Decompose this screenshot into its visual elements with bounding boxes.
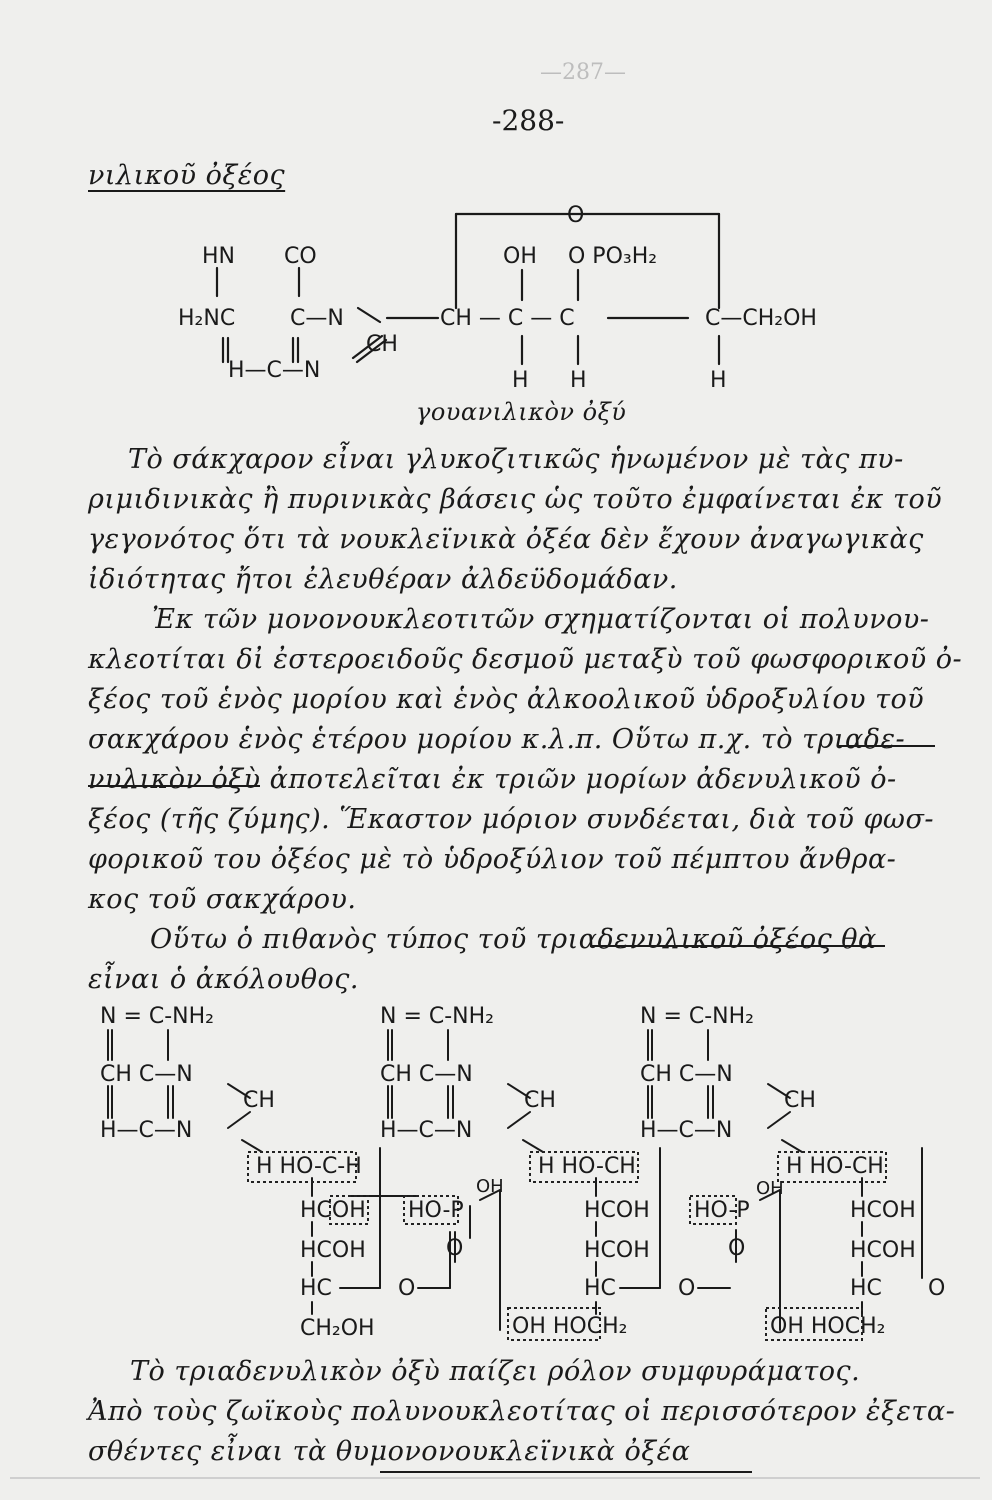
guanylic-chain: CH — C — C [440, 306, 575, 331]
unit2-row4: H—C—N [380, 1118, 473, 1143]
unit3-row6: HCOH [850, 1198, 916, 1223]
paragraph-line: γεγονότος ὅτι τὰ νουκλεϊνικὰ ὀξέα δὲν ἔχουν ἀναγωγικὰς [88, 524, 924, 555]
closing-line: Ἀπὸ τοὺς ζωϊκοὺς πολυνουκλεοτίτας οἱ περισσότερον ἐξετα- [88, 1396, 956, 1427]
guanylic-c-n: C—N [290, 306, 344, 331]
paragraph-line: Τὸ σάκχαρον εἶναι γλυκοζιτικῶς ἡνωμένον μὲ τὰς πυ- [128, 444, 904, 475]
guanylic-co: CO [284, 244, 317, 269]
unit2-row7: HCOH [584, 1238, 650, 1263]
guanylic-ch-ring: CH [366, 332, 398, 357]
paragraph-line: νυλικὸν ὀξὺ ἀποτελεῖται ἐκ τριῶν μορίων ἀδενυλικοῦ ὀ- [88, 764, 897, 795]
unit2-phosphate-o: O [728, 1236, 746, 1261]
paragraph-line: κος τοῦ σακχάρου. [88, 884, 357, 915]
unit2-row6: HCOH [584, 1198, 650, 1223]
unit2-phosphate-oh: OH [756, 1178, 784, 1199]
unit3-row3: CH [784, 1088, 816, 1113]
unit1-row8: HC [300, 1276, 332, 1301]
unit1-row5: H HO-C-H [256, 1154, 362, 1179]
guanylic-ch2oh: C—CH₂OH [705, 306, 817, 331]
unit3-row8: HC [850, 1276, 882, 1301]
unit1-row7: HCOH [300, 1238, 366, 1263]
unit1-ring-o: O [398, 1276, 416, 1301]
guanylic-h-c-n: H—C—N [228, 358, 321, 383]
heading-fragment: νιλικοῦ ὀξέος [88, 160, 286, 191]
unit1-phosphate-o: O [446, 1236, 464, 1261]
bleed-through-page-number: —287— [540, 60, 626, 85]
unit2-row3: CH [524, 1088, 556, 1113]
paragraph-line: σακχάρου ἑνὸς ἑτέρου μορίου κ.λ.π. Οὕτω π.χ. τὸ τριαδε- [88, 724, 906, 755]
unit1-row3: CH [243, 1088, 275, 1113]
unit1-row6: HCOH [300, 1198, 366, 1223]
unit2-ring-o: O [678, 1276, 696, 1301]
paragraph-line: ξέος τοῦ ἑνὸς μορίου καὶ ἑνὸς ἀλκοολικοῦ ὑδροξυλίου τοῦ [88, 684, 925, 715]
unit3-row2: CH C—N [640, 1062, 733, 1087]
unit1-row2: CH C—N [100, 1062, 193, 1087]
unit3-row1: N = C-NH₂ [640, 1004, 754, 1029]
unit1-phosphate: HO-P [408, 1198, 464, 1223]
unit1-phosphate-oh: OH [476, 1176, 504, 1197]
unit2-row9: OH HOCH₂ [512, 1314, 628, 1339]
guanylic-h1: H [512, 368, 529, 393]
page-number: -288- [492, 104, 565, 137]
unit3-row5: H HO-CH [786, 1154, 884, 1179]
unit2-row5: H HO-CH [538, 1154, 636, 1179]
unit3-ring-o: O [928, 1276, 946, 1301]
unit3-row4: H—C—N [640, 1118, 733, 1143]
paragraph-line: Οὕτω ὁ πιθανὸς τύπος τοῦ τριαδενυλικοῦ ὀξέος θὰ [150, 924, 877, 955]
closing-line: σθέντες εἶναι τὰ θυμονονουκλεϊνικὰ ὀξέα [88, 1436, 691, 1467]
paragraph-line: Ἐκ τῶν μονονουκλεοτιτῶν σχηματίζονται οἱ πολυνου- [152, 604, 930, 635]
unit3-row7: HCOH [850, 1238, 916, 1263]
unit1-row1: N = C-NH₂ [100, 1004, 214, 1029]
closing-line: Τὸ τριαδενυλικὸν ὀξὺ παίζει ρόλον συμφυράματος. [130, 1356, 861, 1387]
guanylic-hn: HN [202, 244, 235, 269]
unit1-row9: CH₂OH [300, 1316, 375, 1341]
unit2-row2: CH C—N [380, 1062, 473, 1087]
unit3-row9: OH HOCH₂ [770, 1314, 886, 1339]
guanylic-h2: H [570, 368, 587, 393]
paragraph-line: ξέος (τῆς ζύμης). Ἕκαστον μόριον συνδέεται, διὰ τοῦ φωσ- [88, 804, 935, 835]
guanylic-h2nc: H₂NC [178, 306, 236, 331]
unit2-phosphate: HO-P [694, 1198, 750, 1223]
paragraph-line: ἰδιότητας ἤτοι ἐλευθέραν ἀλδεϋδομάδαν. [88, 564, 678, 595]
unit2-row8: HC [584, 1276, 616, 1301]
paragraph-line: φορικοῦ του ὀξέος μὲ τὸ ὑδροξύλιον τοῦ πέμπτου ἄνθρα- [88, 844, 897, 875]
guanylic-label: γουανιλικὸν ὀξύ [416, 398, 627, 426]
unit1-row4: H—C—N [100, 1118, 193, 1143]
paragraph-line: ριμιδινικὰς ἢ πυρινικὰς βάσεις ὡς τοῦτο ἐμφαίνεται ἐκ τοῦ [88, 484, 943, 515]
guanylic-opo3h2: O PO₃H₂ [568, 244, 658, 269]
guanylic-h3: H [710, 368, 727, 393]
paragraph-line: κλεοτίται δἰ ἐστεροειδοῦς δεσμοῦ μεταξὺ τοῦ φωσφορικοῦ ὀ- [88, 644, 963, 675]
guanylic-oh: OH [503, 244, 537, 269]
unit2-row1: N = C-NH₂ [380, 1004, 494, 1029]
paragraph-line: εἶναι ὁ ἀκόλουθος. [88, 964, 359, 995]
guanylic-o-top: O [567, 203, 585, 228]
